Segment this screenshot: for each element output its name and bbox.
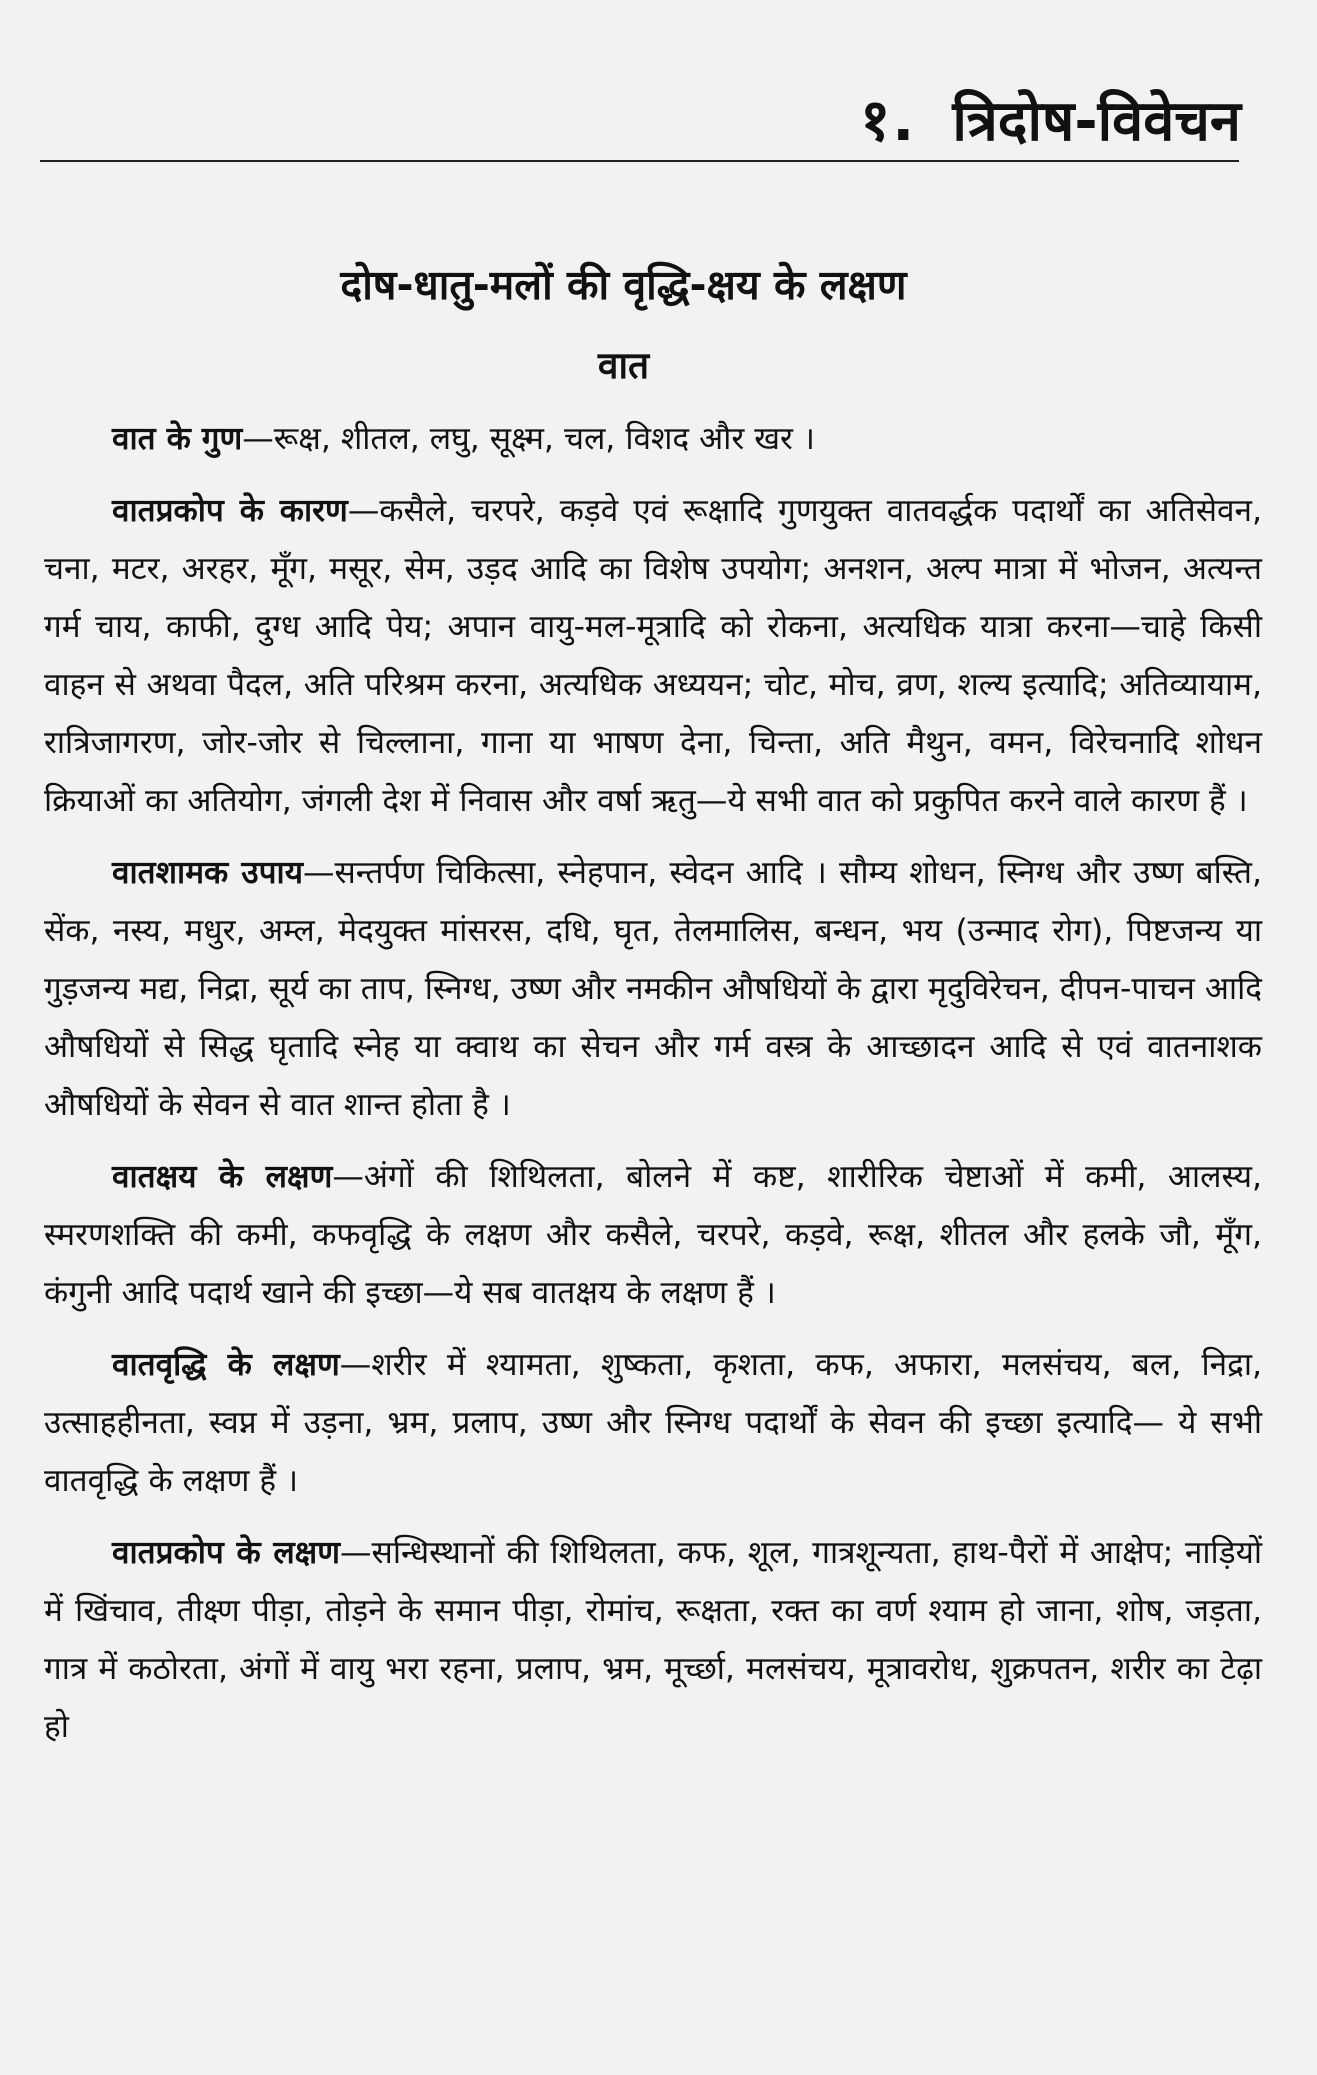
paragraph-term: वातशामक उपाय — [112, 855, 303, 891]
paragraph-text: —कसैले, चरपरे, कड़वे एवं रूक्षादि गुणयुक्त वातवर्द्धक पदार्थों का अतिसेवन, चना, मटर, अरहर, मूँग, मसूर, सेम, उड़द आदि का विशेष उपयोग; अनशन, अल्प मात्रा में भोजन, अत्यन्त गर्म चाय, काफी, दुग्ध आदि पेय; अपान वायु-मल-मूत्रादि को रोकना, अत्यधिक यात्रा करना—चाहे किसी वाहन से अथवा पैदल, अति परिश्रम करना, अत्यधिक अध्ययन; चोट, मोच, व्रण, शल्य इत्यादि; अतिव्यायाम, रात्रिजागरण, जोर-जोर से चिल्लाना, गाना या भाषण देना, चिन्ता, अति मैथुन, वमन, विरेचनादि शोधन क्रियाओं का अतियोग, जंगली देश में निवास और वर्षा ऋतु—ये सभी वात को प्रकुपित करने वाले कारण हैं । — [44, 493, 1263, 819]
paragraph-vata-aggravation-symptoms — [44, 1524, 1262, 1756]
paragraph-text: —सन्धिस्थानों की शिथिलता, कफ, शूल, गात्रशून्यता, हाथ-पैरों में आक्षेप; नाड़ियों में खिंचाव, तीक्ष्ण पीड़ा, तोड़ने के समान पीड़ा, रोमांच, रूक्षता, रक्त का वर्ण श्याम हो जाना, शोष, जड़ता, गात्र में कठोरता, अंगों में वायु भरा रहना, प्रलाप, भ्रम, मूर्च्छा, मलसंचय, मूत्रावरोध, शुक्रपतन, शरीर का टेढ़ा हो — [44, 1535, 1262, 1745]
paragraph-text: —शरीर में श्यामता, शुष्कता, कृशता, कफ, अफारा, मलसंचय, बल, निद्रा, उत्साहहीनता, स्वप्न में उड़ना, भ्रम, प्रलाप, उष्ण और स्निग्ध पदार्थों के सेवन की इच्छा इत्यादि— ये सभी वातवृद्धि के लक्षण हैं । — [44, 1347, 1262, 1499]
chapter-number: १. — [860, 86, 917, 154]
header-divider — [40, 160, 1239, 162]
chapter-title: त्रिदोष-विवेचन — [952, 89, 1241, 154]
paragraph-term: वातक्षय के लक्षण — [112, 1159, 333, 1195]
paragraph-term: वात के गुण — [112, 421, 243, 457]
body-text — [44, 410, 1262, 1770]
paragraph-vata-aggravation-causes — [44, 482, 1262, 830]
paragraph-text: —अंगों की शिथिलता, बोलने में कष्ट, शारीरिक चेष्टाओं में कमी, आलस्य, स्मरणशक्ति की कमी, कफवृद्धि के लक्षण और कसैले, चरपरे, कड़वे, रूक्ष, शीतल और हलके जौ, मूँग, कंगुनी आदि पदार्थ खाने की इच्छा—ये सब वातक्षय के लक्षण हैं । — [44, 1159, 1262, 1311]
paragraph-term: वातप्रकोप के लक्षण — [112, 1535, 341, 1571]
paragraph-vata-increase-symptoms — [44, 1336, 1262, 1510]
paragraph-vata-decrease-symptoms — [44, 1148, 1262, 1322]
paragraph-term: वातप्रकोप के कारण — [112, 493, 348, 529]
section-heading: दोष-धातु-मलों की वृद्धि-क्षय के लक्षण — [340, 261, 907, 309]
paragraph-vata-qualities — [44, 410, 1262, 468]
paragraph-text: —रूक्ष, शीतल, लघु, सूक्ष्म, चल, विशद और खर । — [242, 421, 815, 457]
chapter-header — [860, 78, 1241, 157]
paragraph-vata-pacifying-measures — [44, 844, 1262, 1134]
paragraph-term: वातवृद्धि के लक्षण — [112, 1347, 340, 1383]
paragraph-text: —सन्तर्पण चिकित्सा, स्नेहपान, स्वेदन आदि । सौम्य शोधन, स्निग्ध और उष्ण बस्ति, सेंक, नस्य, मधुर, अम्ल, मेदयुक्त मांसरस, दधि, घृत, तेलमालिस, बन्धन, भय (उन्माद रोग), पिष्टजन्य या गुड़जन्य मद्य, निद्रा, सूर्य का ताप, स्निग्ध, उष्ण और नमकीन औषधियों के द्वारा मृदुविरेचन, दीपन-पाचन आदि औषधियों से सिद्ध घृतादि स्नेह या क्वाथ का सेचन और गर्म वस्त्र के आच्छादन आदि से एवं वातनाशक औषधियों के सेवन से वात शान्त होता है । — [44, 855, 1262, 1123]
sub-heading: वात — [597, 344, 650, 387]
